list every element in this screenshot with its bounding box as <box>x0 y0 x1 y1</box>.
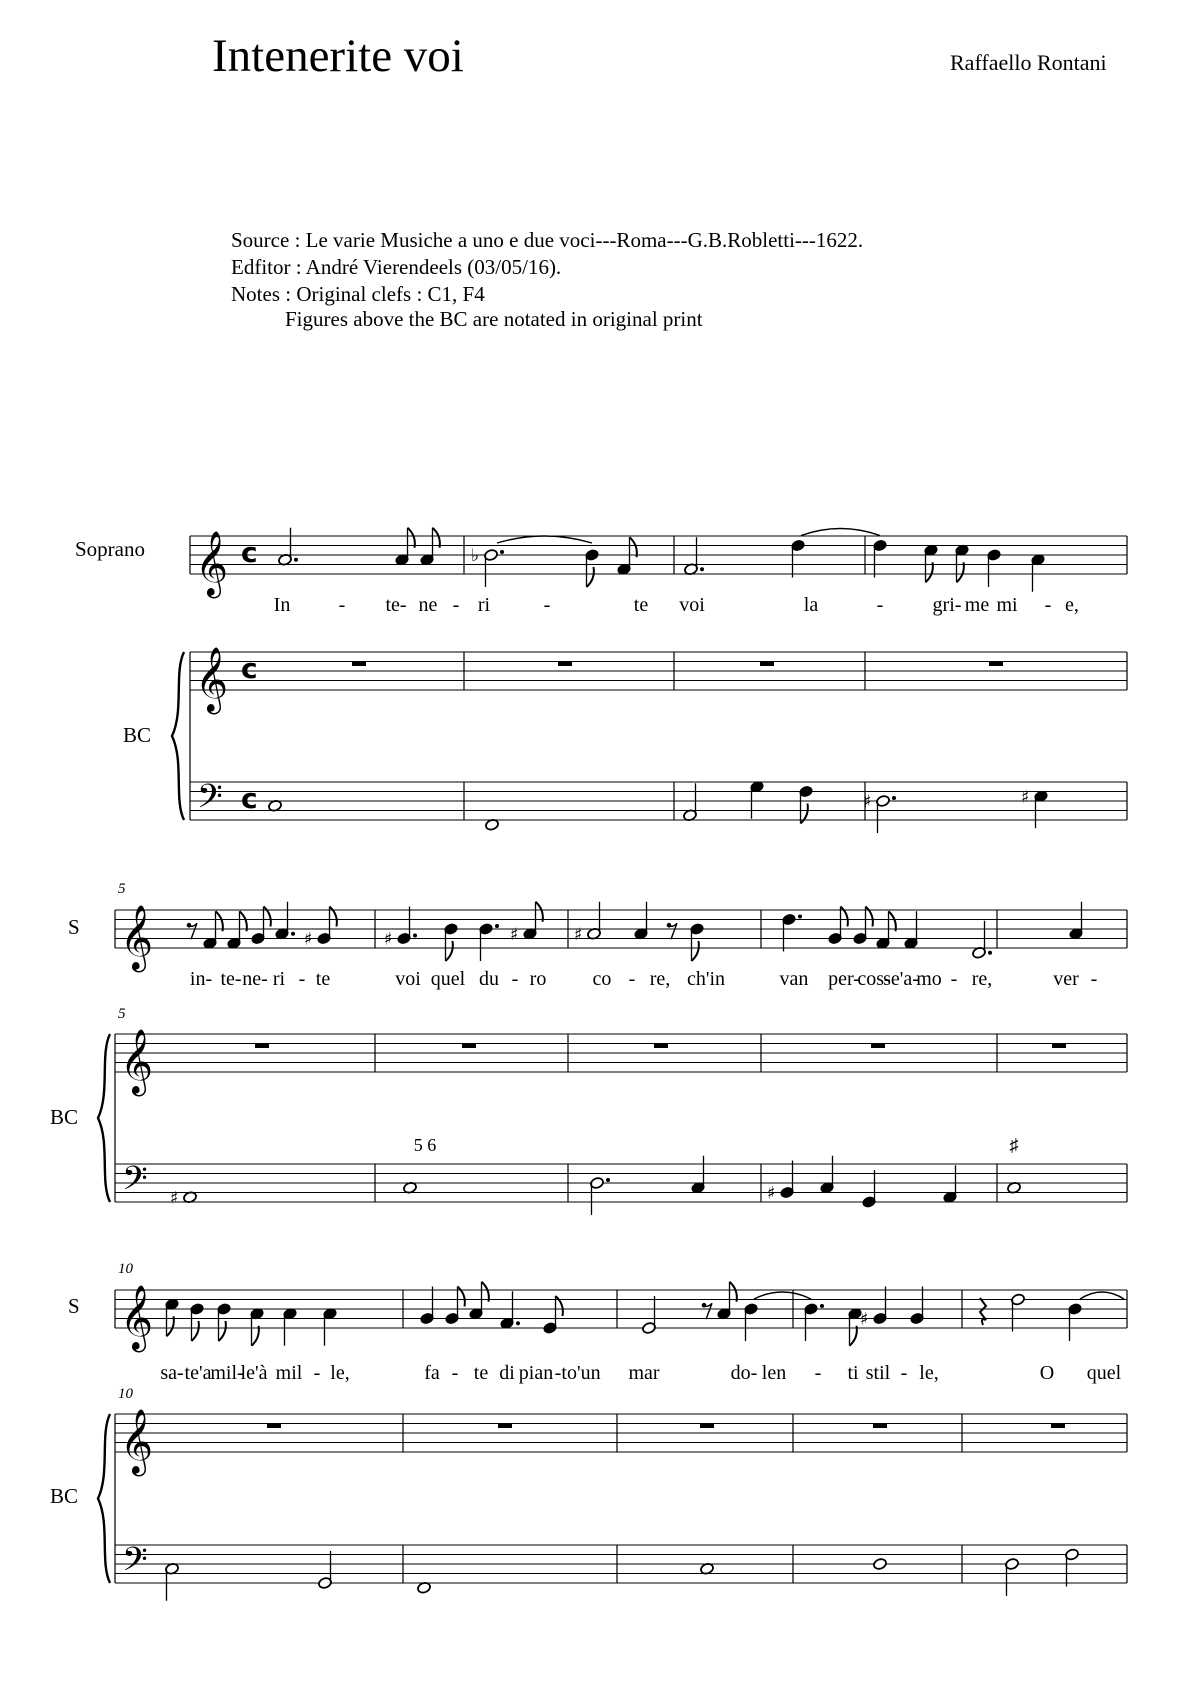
lyric-syllable-s3: O <box>1039 1362 1055 1384</box>
lyric-syllable-s3: le'à <box>240 1362 268 1384</box>
lyric-syllable-s3: sa- <box>160 1362 184 1384</box>
lyric-syllable-s1: voi <box>679 594 705 616</box>
lyric-syllable-s2: cos- <box>857 968 891 990</box>
lyric-syllable-s3: fa <box>424 1362 440 1384</box>
treble-clef-icon: 𝄞 <box>195 531 229 596</box>
whole-rest-icon <box>1051 1424 1065 1429</box>
lyric-syllable-s1: e, <box>1065 594 1079 616</box>
quarter-rest-icon <box>980 1298 986 1325</box>
notes-line: Notes : Original clefs : C1, F4 <box>231 282 485 306</box>
whole-rest-icon <box>871 1044 885 1049</box>
lyric-syllable-s3: le, <box>919 1362 939 1384</box>
common-time-icon: c <box>241 652 258 685</box>
note-flag <box>446 941 453 961</box>
lyric-syllable-s1: - <box>1044 594 1052 616</box>
whole-rest-icon <box>267 1424 281 1429</box>
brace <box>172 652 184 820</box>
note-dot <box>500 550 504 554</box>
note-flag <box>219 1321 226 1341</box>
tie <box>754 1292 811 1299</box>
tie <box>1080 1292 1124 1299</box>
lyric-syllable-s2: voi <box>395 968 421 990</box>
tie <box>801 529 880 536</box>
treble-clef-icon: 𝄞 <box>195 647 229 712</box>
whole-rest-icon <box>352 662 366 667</box>
lyric-syllable-s1: ne <box>418 594 438 616</box>
lyric-syllable-s1: te <box>633 594 649 616</box>
lyric-syllable-s3: stil <box>865 1362 891 1384</box>
note-head <box>873 1558 888 1571</box>
figured-bass-56: 5 6 <box>413 1135 437 1155</box>
lyric-syllable-s2: co <box>592 968 612 990</box>
tie <box>497 536 592 543</box>
s-label-2: S <box>68 915 80 939</box>
note-flag <box>192 1321 199 1341</box>
lyric-syllable-s2: mo <box>916 968 942 990</box>
sharp-icon: ♯ <box>1021 787 1030 808</box>
note-flag <box>587 567 594 587</box>
whole-rest-icon <box>760 662 774 667</box>
lyric-syllable-s3: di <box>499 1362 515 1384</box>
lyric-syllable-s2: te- <box>220 968 242 990</box>
treble-clef-icon: 𝄞 <box>120 1285 154 1350</box>
piece-title: Intenerite voi <box>212 30 464 82</box>
figures-note-line: Figures above the BC are notated in original print <box>285 307 703 331</box>
lyric-syllable-s3: do- <box>730 1362 758 1384</box>
common-time-icon: c <box>241 536 258 569</box>
lyric-syllable-s1: ri <box>477 594 491 616</box>
lyric-syllable-s2: ver <box>1053 968 1079 990</box>
whole-rest-icon <box>1052 1044 1066 1049</box>
measure-number-10-bc: 10 <box>118 1386 133 1402</box>
note-flag <box>850 1326 857 1346</box>
lyric-syllable-s2: van <box>779 968 809 990</box>
whole-rest-icon <box>558 662 572 667</box>
lyric-syllable-s1: - <box>338 594 346 616</box>
source-line: Source : Le varie Musiche a uno e due voci---Roma---G.B.Robletti---1622. <box>231 228 864 252</box>
lyric-syllable-s2: - <box>628 968 636 990</box>
note-flag <box>240 911 247 931</box>
lyric-syllable-s3: ti <box>847 1362 859 1384</box>
note-dot <box>798 915 802 919</box>
lyric-syllable-s3: - <box>451 1362 459 1384</box>
lyric-syllable-s3: te'a <box>184 1362 212 1384</box>
note-flag <box>957 562 964 582</box>
sharp-icon: ♯ <box>510 924 519 945</box>
bass-clef-icon: 𝄢 <box>197 778 223 824</box>
note-flag <box>536 902 543 922</box>
lyric-syllable-s1: me <box>964 594 990 616</box>
lyric-syllable-s3: - <box>814 1362 822 1384</box>
lyric-syllable-s3: to'un <box>561 1362 601 1384</box>
editor-line: Edfitor : André Vierendeels (03/05/16). <box>231 255 562 279</box>
brace <box>98 1414 110 1583</box>
lyric-syllable-s3: mil- <box>210 1362 244 1384</box>
sharp-icon: ♯ <box>863 792 872 812</box>
lyric-syllable-s3: - <box>313 1362 321 1384</box>
measure-number-5-soprano: 5 <box>118 881 126 897</box>
bass-clef-icon: 𝄢 <box>122 1160 148 1206</box>
lyric-syllable-s2: - <box>298 968 306 990</box>
sharp-icon: ♯ <box>860 1309 869 1330</box>
lyric-syllable-s3: le, <box>330 1362 350 1384</box>
note-flag <box>408 528 415 548</box>
brace <box>98 1034 110 1202</box>
sharp-icon: ♯ <box>384 929 393 950</box>
note-flag <box>730 1282 737 1302</box>
note-flag <box>692 941 699 961</box>
lyric-syllable-s3: - <box>900 1362 908 1384</box>
note-dot <box>820 1304 824 1308</box>
lyric-syllable-s1: la <box>803 594 819 616</box>
whole-rest-icon <box>989 662 1003 667</box>
treble-clef-icon: 𝄞 <box>120 905 154 970</box>
note-flag <box>926 562 933 582</box>
lyric-syllable-s2: ri <box>272 968 286 990</box>
whole-rest-icon <box>498 1424 512 1429</box>
whole-rest-icon <box>873 1424 887 1429</box>
sharp-icon: ♯ <box>767 1183 776 1204</box>
lyric-syllable-s2: du <box>479 968 499 990</box>
note-flag <box>252 1326 259 1346</box>
sharp-icon: ♯ <box>304 929 313 950</box>
bc-label-2: BC <box>50 1105 79 1129</box>
sharp-icon: ♯ <box>170 1188 179 1209</box>
treble-clef-icon: 𝄞 <box>120 1029 154 1094</box>
lyric-syllable-s2: re, <box>971 968 993 990</box>
bc-label-1: BC <box>123 723 152 747</box>
lyric-syllable-s2: te <box>315 968 331 990</box>
measure-number-5-bc: 5 <box>118 1006 126 1022</box>
lyric-syllable-s2: - <box>511 968 519 990</box>
lyric-syllable-s3: te <box>473 1362 489 1384</box>
lyric-syllable-s1: - <box>452 594 460 616</box>
lyric-syllable-s2: ch'in <box>686 968 726 990</box>
note-flag <box>167 1316 174 1336</box>
note-flag <box>482 1282 489 1302</box>
lyric-syllable-s1: In <box>273 594 291 616</box>
note-flag <box>216 911 223 931</box>
note-dot <box>516 1321 520 1325</box>
lyric-syllable-s2: - <box>1090 968 1098 990</box>
lyric-syllable-s3: - <box>554 1362 562 1384</box>
lyric-syllable-s2: ne- <box>242 968 268 990</box>
composer-name: Raffaello Rontani <box>950 50 1107 75</box>
lyric-syllable-s2: per- <box>828 968 860 990</box>
note-dot <box>988 951 992 955</box>
lyric-syllable-s2: se'a- <box>883 968 919 990</box>
note-dot <box>700 567 704 571</box>
whole-rest-icon <box>700 1424 714 1429</box>
common-time-icon: c <box>241 782 258 815</box>
bass-clef-icon: 𝄢 <box>122 1541 148 1587</box>
whole-rest-icon <box>462 1044 476 1049</box>
sharp-icon: ♯ <box>574 924 583 945</box>
lyric-syllable-s2: - <box>950 968 958 990</box>
measure-number-10-soprano: 10 <box>118 1261 133 1277</box>
lyric-syllable-s1: mi <box>996 594 1018 616</box>
whole-rest-icon <box>654 1044 668 1049</box>
note-dot <box>606 1178 610 1182</box>
note-dot <box>291 932 295 936</box>
note-flag <box>433 528 440 548</box>
lyric-syllable-s2: ro <box>529 968 547 990</box>
lyric-syllable-s2: quel <box>430 968 466 990</box>
lyric-syllable-s2: re, <box>649 968 671 990</box>
lyric-syllable-s3: mil <box>275 1362 303 1384</box>
lyric-syllable-s2: in- <box>189 968 213 990</box>
lyric-syllable-s3: quel <box>1086 1362 1122 1384</box>
note-flag <box>630 537 637 557</box>
lyric-syllable-s1: gri- <box>932 594 962 616</box>
whole-rest-icon <box>255 1044 269 1049</box>
lyric-syllable-s3: len <box>761 1362 787 1384</box>
lyric-syllable-s1: - <box>876 594 884 616</box>
s-label-3: S <box>68 1294 80 1318</box>
figured-bass-sharp: ♯ <box>1009 1135 1019 1155</box>
flat-icon: ♭ <box>471 546 480 566</box>
note-dot <box>294 558 298 562</box>
note-dot <box>892 796 896 800</box>
note-dot <box>413 934 417 938</box>
lyric-syllable-s1: te- <box>385 594 407 616</box>
lyric-syllable-s3: mar <box>628 1362 660 1384</box>
treble-clef-icon: 𝄞 <box>120 1409 154 1474</box>
soprano-label: Soprano <box>75 537 145 561</box>
bc-label-3: BC <box>50 1484 79 1508</box>
note-dot <box>495 924 499 928</box>
lyric-syllable-s1: - <box>543 594 551 616</box>
lyric-syllable-s3: pian <box>518 1362 554 1384</box>
note-flag <box>889 911 896 931</box>
